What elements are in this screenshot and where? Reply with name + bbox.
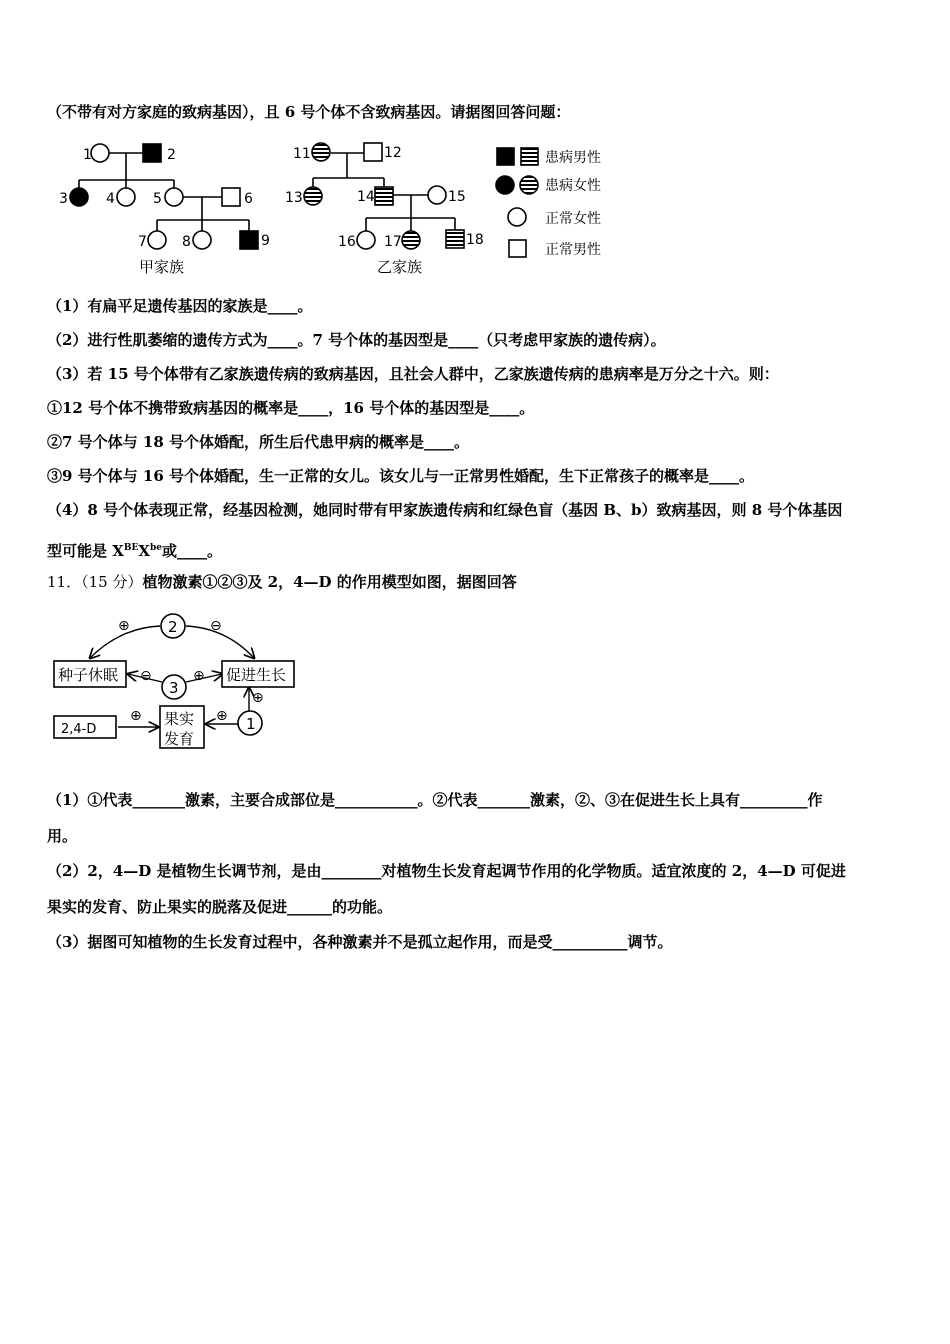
q11-part2-line2: 果实的发育、防止果实的脱落及促进______的功能。	[47, 898, 393, 916]
q10-part4-line1: （4）8 号个体表现正常，经基因检测，她同时带有甲家族遗传病和红绿色盲（基因 B、b）致病基因，则 8 号个体基因	[47, 501, 843, 519]
plus-1-fruit: ⊕	[216, 708, 228, 724]
q11-part1-line1: （1）①代表_______激素，主要合成部位是___________。②代表_______激素，②、③在促进生长上具有_________作	[47, 791, 823, 809]
label-15: 15	[448, 189, 466, 205]
label-18: 18	[466, 232, 484, 248]
label-16: 16	[338, 234, 356, 250]
legend-affected-female: 患病女性	[545, 178, 601, 194]
minus-3-dormancy: ⊖	[140, 668, 152, 684]
legend-normal-male: 正常男性	[545, 242, 601, 258]
q11-number: 11．	[47, 573, 82, 591]
circle-1: 1	[246, 715, 256, 733]
label-3: 3	[59, 191, 68, 207]
drug-box: 2,4-D	[61, 722, 97, 737]
label-2: 2	[167, 147, 176, 163]
label-13: 13	[285, 190, 303, 206]
q11-part2-line1: （2）2，4—D 是植物生长调节剂，是由________对植物生长发育起调节作用的化学物质。适宜浓度的 2，4—D 可促进	[47, 862, 846, 880]
label-9: 9	[261, 233, 270, 249]
q11-stem: 植物激素①②③及 2，4—D 的作用模型如图，据图回答	[142, 573, 517, 591]
label-7: 7	[138, 234, 147, 250]
genotype-post: 或____。	[162, 542, 223, 560]
genotype-sup1: BE	[123, 543, 139, 553]
q10-part2: （2）进行性肌萎缩的遗传方式为____。7 号个体的基因型是____（只考虑甲家族的遗传病）。	[47, 331, 666, 349]
plus-1-growth: ⊕	[252, 690, 264, 706]
fruit-box-line1: 果实	[164, 710, 195, 728]
fruit-box-line2: 发育	[164, 730, 195, 748]
circle-2: 2	[168, 618, 178, 636]
q10-part3-sub1: ①12 号个体不携带致病基因的概率是____，16 号个体的基因型是____。	[47, 399, 535, 417]
label-14: 14	[357, 189, 375, 205]
plus-3-growth: ⊕	[193, 668, 205, 684]
legend-normal-female: 正常女性	[545, 211, 601, 227]
plus-24d-fruit: ⊕	[130, 708, 142, 724]
label-4: 4	[106, 191, 115, 207]
genotype-mid: X	[138, 542, 150, 560]
q10-part3-sub2: ②7 号个体与 18 号个体婚配，所生后代患甲病的概率是____。	[47, 433, 469, 451]
circle-3: 3	[169, 679, 179, 697]
q11-part1-line2: 用。	[47, 827, 78, 845]
genotype-prefix: 型可能是 X	[47, 542, 124, 560]
q10-part1: （1）有扁平足遗传基因的家族是____。	[47, 297, 313, 315]
legend-affected-male: 患病男性	[545, 150, 601, 166]
label-5: 5	[153, 191, 162, 207]
label-11: 11	[293, 146, 311, 162]
plus-2-dormancy: ⊕	[118, 618, 130, 634]
family-b-label: 乙家族	[377, 258, 423, 276]
minus-2-growth: ⊖	[210, 618, 222, 634]
q10-part3-sub3: ③9 号个体与 16 号个体婚配，生一正常的女儿。该女儿与一正常男性婚配，生下正常孩子的概率是____。	[47, 467, 754, 485]
q11-part3: （3）据图可知植物的生长发育过程中，各种激素并不是孤立起作用，而是受__________调节。	[47, 933, 673, 951]
label-1: 1	[83, 147, 92, 163]
label-12: 12	[384, 145, 402, 161]
family-a-label: 甲家族	[139, 258, 185, 276]
q10-part3: （3）若 15 号个体带有乙家族遗传病的致病基因，且社会人群中，乙家族遗传病的患病率是万分之十六。则：	[47, 365, 779, 383]
label-6: 6	[244, 191, 253, 207]
genotype-sup2: be	[149, 543, 163, 553]
label-8: 8	[182, 234, 191, 250]
q11-score: （15 分）	[81, 573, 143, 591]
intro-text: （不带有对方家庭的致病基因），且 6 号个体不含致病基因。请据图回答问题：	[47, 103, 571, 121]
seed-dormancy-box: 种子休眠	[58, 666, 119, 684]
promote-growth-box: 促进生长	[226, 666, 287, 684]
label-17: 17	[384, 234, 402, 250]
